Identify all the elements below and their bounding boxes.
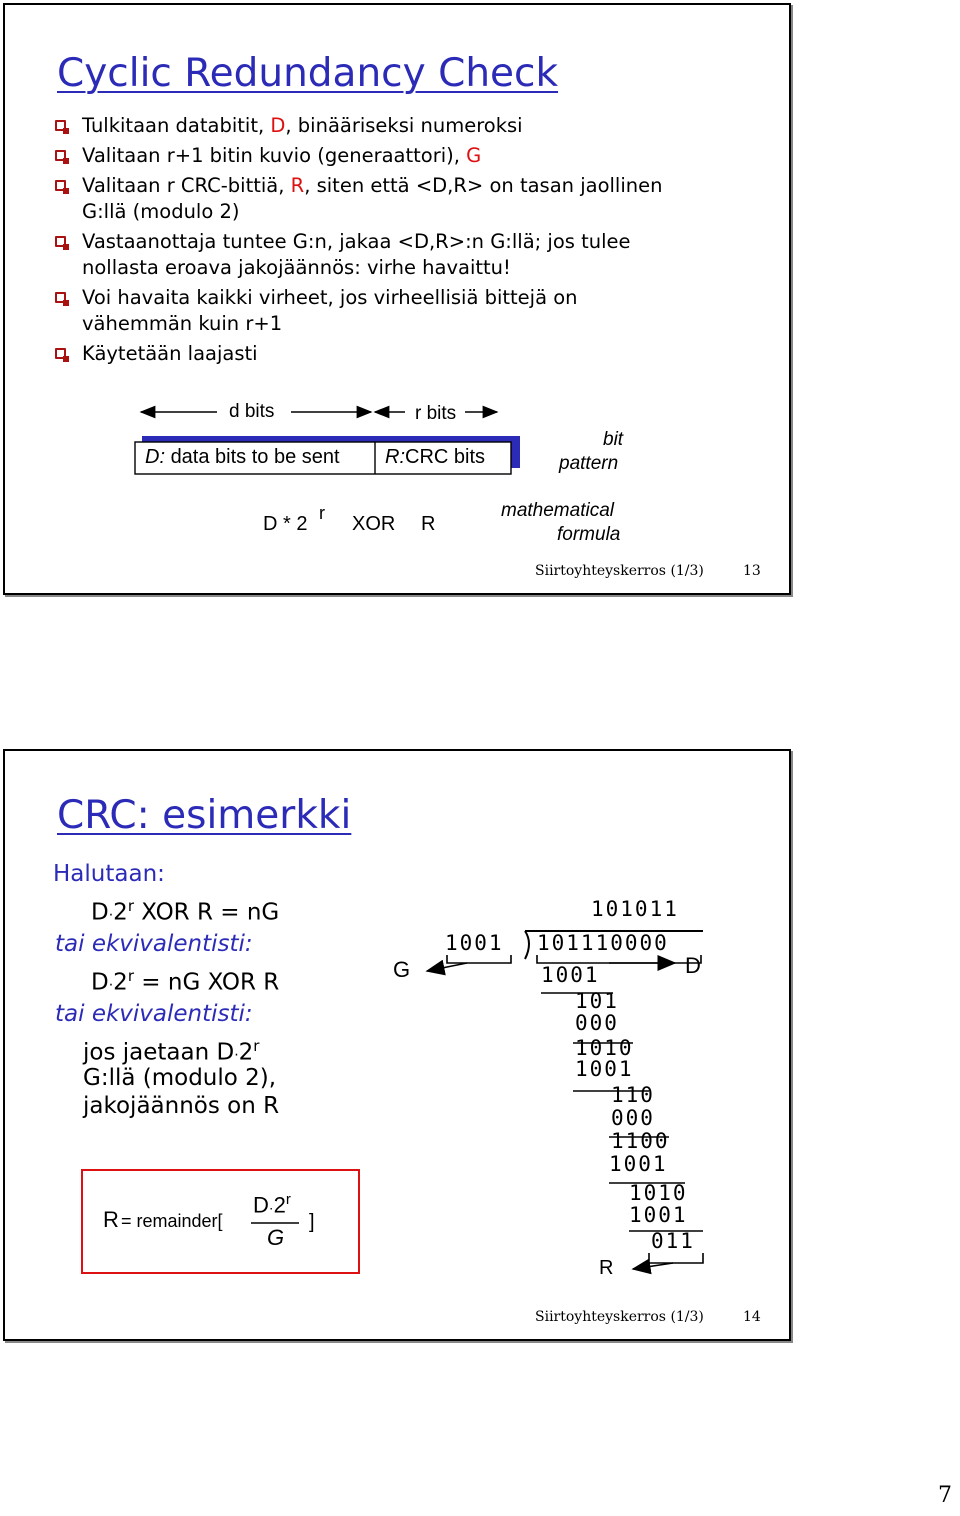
division-row: 000 <box>611 1106 655 1130</box>
bullet-text: Voi havaita kaikki virheet, jos virheellisiä bittejä on <box>82 286 578 309</box>
eq-rest: = nG XOR R <box>133 969 280 996</box>
formula-r: R <box>103 1207 119 1232</box>
jos-base: 2 <box>238 1039 254 1066</box>
bullet-text: , binääriseksi numeroksi <box>285 114 523 137</box>
bit-label: bit <box>603 429 624 450</box>
formula-close-bracket: ] <box>309 1211 315 1233</box>
formula-label: formula <box>557 524 621 545</box>
division-quotient: 101011 <box>591 897 679 921</box>
formula-numerator: $D\cdot 2^r$ <box>253 1191 291 1218</box>
bullet-text: Valitaan r+1 bitin kuvio (generaattori), <box>82 144 467 167</box>
document-page-number: 7 <box>938 1483 952 1508</box>
formula-remainder: = remainder[ <box>121 1211 223 1231</box>
r-bits-label: r bits <box>415 403 457 424</box>
division-row: 1010 <box>575 1036 634 1060</box>
formula-d-times-2: D * 2 <box>263 513 308 535</box>
bullet-text: Käytetään laajasti <box>82 342 258 365</box>
equation-2: $D\cdot 2^r$ = nG XOR R <box>91 967 280 996</box>
slide-page-number: 14 <box>743 1309 761 1325</box>
d-prefix: D: <box>145 446 165 468</box>
division-divisor: 1001 <box>445 931 504 955</box>
division-row: 1001 <box>575 1057 634 1081</box>
highlight-g: G <box>466 144 482 167</box>
slide-footer: Siirtoyhteyskerros (1/3) <box>535 563 704 579</box>
division-dividend: 101110000 <box>537 931 669 955</box>
slide-footer: Siirtoyhteyskerros (1/3) <box>535 1309 704 1325</box>
mathematical-label: mathematical <box>501 500 614 521</box>
bullet-text-cont: nollasta eroava jakojäännös: virhe havaittu! <box>82 256 511 279</box>
bullet-text: Tulkitaan databitit, <box>82 114 271 137</box>
r-prefix: R: <box>385 446 405 468</box>
division-row: 101 <box>575 989 619 1013</box>
num-d: D <box>253 1192 269 1218</box>
tai-ekvivalentisti-2: tai ekvivalentisti: <box>55 1001 253 1027</box>
d-field <box>145 446 340 469</box>
slide-title: CRC: esimerkki <box>57 793 352 838</box>
bullet-text: Valitaan r CRC-bittiä, <box>82 174 291 197</box>
jos-text: jos jaetaan D <box>83 1039 235 1066</box>
bullet-text-cont: G:llä (modulo 2) <box>82 200 240 223</box>
jos-line-1: jos jaetaan $D\cdot 2^r$ <box>83 1037 260 1066</box>
eq-exponent: r <box>127 967 134 985</box>
jos-exponent: r <box>253 1037 260 1055</box>
bit-pattern-arrows <box>5 5 789 593</box>
slide-crc-example <box>3 749 791 1341</box>
tai-ekvivalentisti-1: tai ekvivalentisti: <box>55 931 253 957</box>
highlight-d: D <box>270 114 286 137</box>
slide-title: Cyclic Redundancy Check <box>57 51 559 96</box>
division-row: 1001 <box>541 963 600 987</box>
jos-line-2: G:llä (modulo 2), <box>83 1065 277 1091</box>
label-d: D <box>685 953 701 978</box>
bullet-text: Vastaanottaja tuntee G:n, jakaa <D,R>:n G:llä; jos tulee <box>82 230 631 253</box>
bullet-text-cont: vähemmän kuin r+1 <box>82 312 283 335</box>
r-field-text: CRC bits <box>405 446 486 468</box>
d-field-text: data bits to be sent <box>170 446 340 468</box>
slide-page-number: 13 <box>743 563 761 579</box>
equation-1: $D\cdot 2^r$ XOR R = nG <box>91 897 280 926</box>
slide-crc-definition <box>3 3 791 595</box>
division-row: 110 <box>611 1083 655 1107</box>
bullet-text: , siten että <D,R> on tasan jaollinen <box>304 174 663 197</box>
eq-d: D <box>91 899 109 926</box>
eq-exponent: r <box>127 897 134 915</box>
remainder-row: 011 <box>651 1229 695 1253</box>
formula-r: R <box>421 513 436 535</box>
label-r: R <box>599 1257 614 1279</box>
division-row: 1001 <box>629 1203 688 1227</box>
highlight-r: R <box>290 174 305 197</box>
formula-denominator: G <box>267 1225 285 1250</box>
d-bits-label: d bits <box>229 401 275 422</box>
halutaan-label: Halutaan: <box>53 861 165 887</box>
pattern-label: pattern <box>559 453 619 474</box>
division-row: 000 <box>575 1011 619 1035</box>
eq-base: 2 <box>113 899 128 926</box>
jos-line-3: jakojäännös on R <box>83 1093 280 1119</box>
division-row: 1001 <box>609 1152 668 1176</box>
division-row: 1100 <box>611 1129 670 1153</box>
r-field <box>385 446 485 469</box>
formula-exponent: r <box>319 503 325 523</box>
formula-xor: XOR <box>352 513 396 535</box>
num-base: 2 <box>273 1192 286 1218</box>
num-exponent: r <box>285 1191 291 1208</box>
division-row: 1010 <box>629 1181 688 1205</box>
eq-base: 2 <box>113 969 128 996</box>
eq-rest: XOR R = nG <box>133 899 280 926</box>
eq-d: D <box>91 969 109 996</box>
label-g: G <box>393 957 411 982</box>
